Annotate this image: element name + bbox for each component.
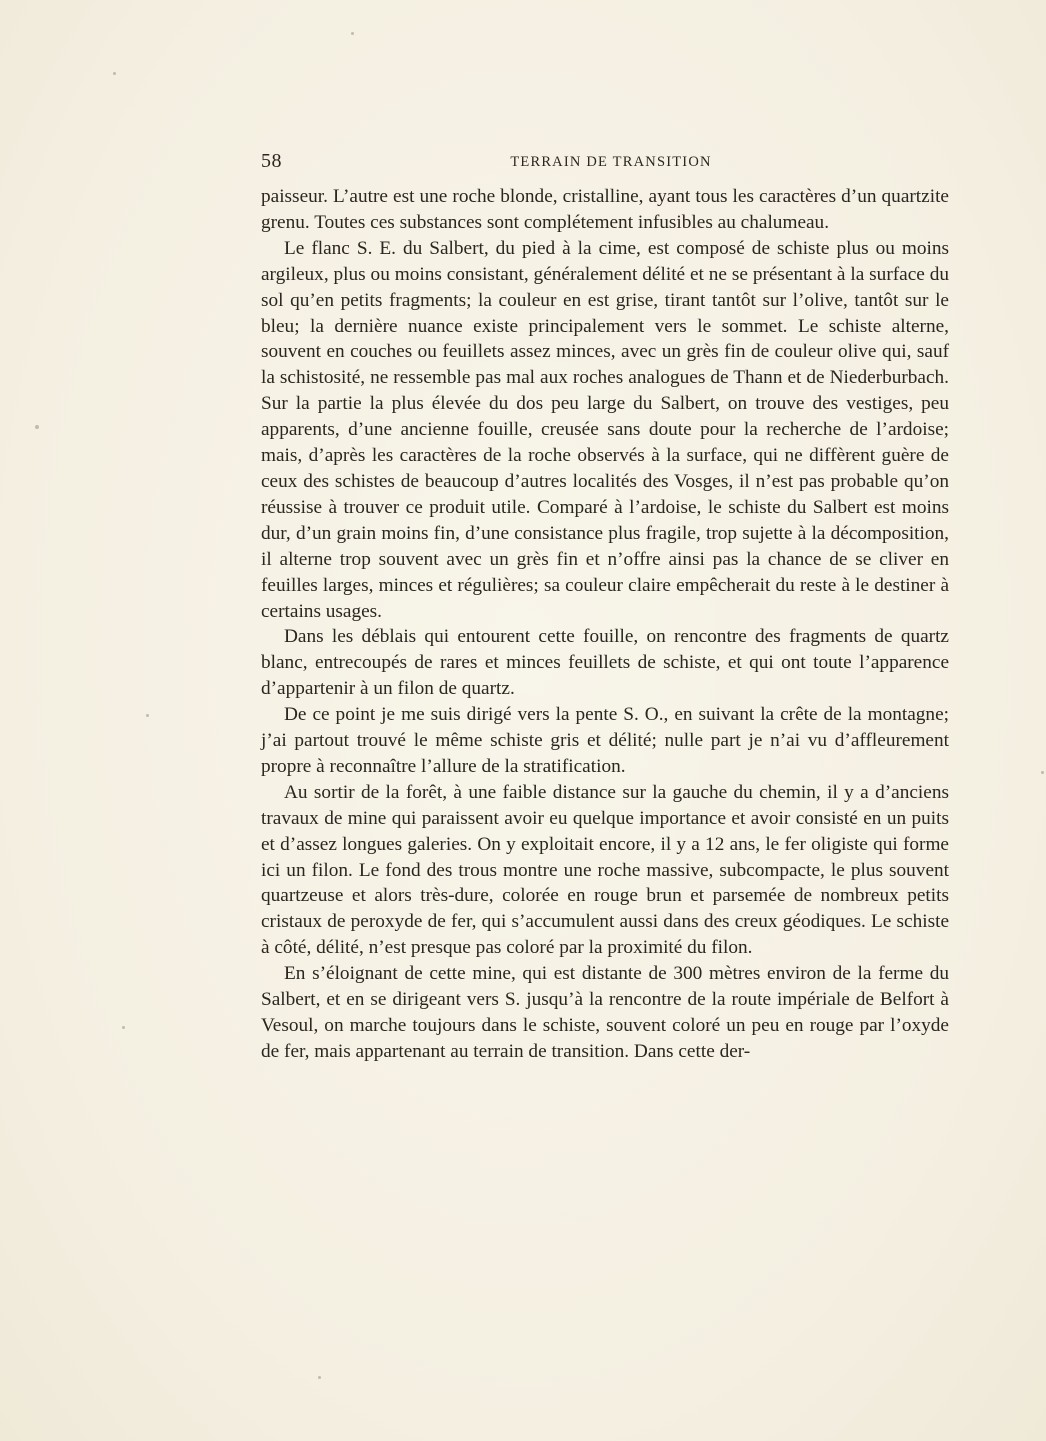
running-title: TERRAIN DE TRANSITION (510, 154, 712, 170)
paragraph-5: Au sortir de la forêt, à une faible distance sur la gauche du chemin, il y a d’anciens travaux de mine qui paraissent avoir eu quelque importance et avoir consisté en un puits et d’assez longues galeries. On y exploitait encore, il y a 12 ans, le fer oligiste qui forme ici un filon. Le fond des trous montre une roche massive, subcompacte, le plus souvent quartzeuse et alors très-dure, colorée en rouge brun et parsemée de nombreux petits cristaux de peroxyde de fer, qui s’accumulent aussi dans des creux géodiques. Le schiste à côté, délité, n’est presque pas coloré par la proximité du filon. (261, 781, 949, 959)
paper-speck (113, 72, 116, 75)
paper-speck (351, 32, 354, 35)
paper-speck (146, 714, 149, 717)
paragraph-1: paisseur. L’autre est une roche blonde, cristalline, ayant tous les caractères d’un quartzite grenu. Toutes ces substances sont complétement infusibles au chalumeau. (261, 186, 949, 233)
body-text (261, 184, 949, 1065)
paper-speck (318, 1376, 321, 1379)
page-number: 58 (261, 150, 282, 172)
running-head (261, 150, 951, 176)
paragraph-3: Dans les déblais qui entourent cette fouille, on rencontre des fragments de quartz blanc, entrecoupés de rares et minces feuillets de schiste, et qui ont toute l’apparence d’appartenir à un filon de quartz. (261, 626, 949, 700)
paragraph-2: Le flanc S. E. du Salbert, du pied à la cime, est composé de schiste plus ou moins argileux, plus ou moins consistant, généralement délité et ne se présentant à la surface du sol qu’en petits fragments; la couleur en est grise, tirant tantôt sur l’olive, tantôt sur le bleu; la dernière nuance existe principalement vers le sommet. Le schiste alterne, souvent en couches ou feuillets assez minces, avec un grès fin de couleur olive qui, sauf la schistosité, ne ressemble pas mal aux roches analogues de Thann et de Niederburbach. Sur la partie la plus élevée du dos peu large du Salbert, on trouve des vestiges, peu apparents, d’une ancienne fouille, creusée sans doute pour la recherche de l’ardoise; mais, d’après les caractères de la roche observés à la surface, qui ne diffèrent guère de ceux des schistes de beaucoup d’autres localités des Vosges, il n’est pas probable qu’on réussise à trouver ce produit utile. Comparé à l’ardoise, le schiste du Salbert est moins dur, d’un grain moins fin, d’une consistance plus fragile, trop sujette à la décomposition, il alterne trop souvent avec un grès fin et n’offre ainsi pas la chance de se cliver en feuilles larges, minces et régulières; sa couleur claire empêcherait du reste à le destiner à certains usages. (261, 237, 949, 622)
paragraph-6: En s’éloignant de cette mine, qui est distante de 300 mètres environ de la ferme du Salbert, et en se dirigeant vers S. jusqu’à la rencontre de la route impériale de Belfort à Vesoul, on marche toujours dans le schiste, souvent coloré un peu en rouge par l’oxyde de fer, mais appartenant au terrain de transition. Dans cette der- (261, 963, 949, 1062)
paper-speck (122, 1026, 125, 1029)
paragraph-4: De ce point je me suis dirigé vers la pente S. O., en suivant la crête de la montagne; j’ai partout trouvé le même schiste gris et délité; nulle part je n’ai vu d’affleurement propre à reconnaître l’allure de la stratification. (261, 704, 949, 777)
paper-speck (1041, 771, 1044, 774)
paper-speck (35, 425, 39, 429)
